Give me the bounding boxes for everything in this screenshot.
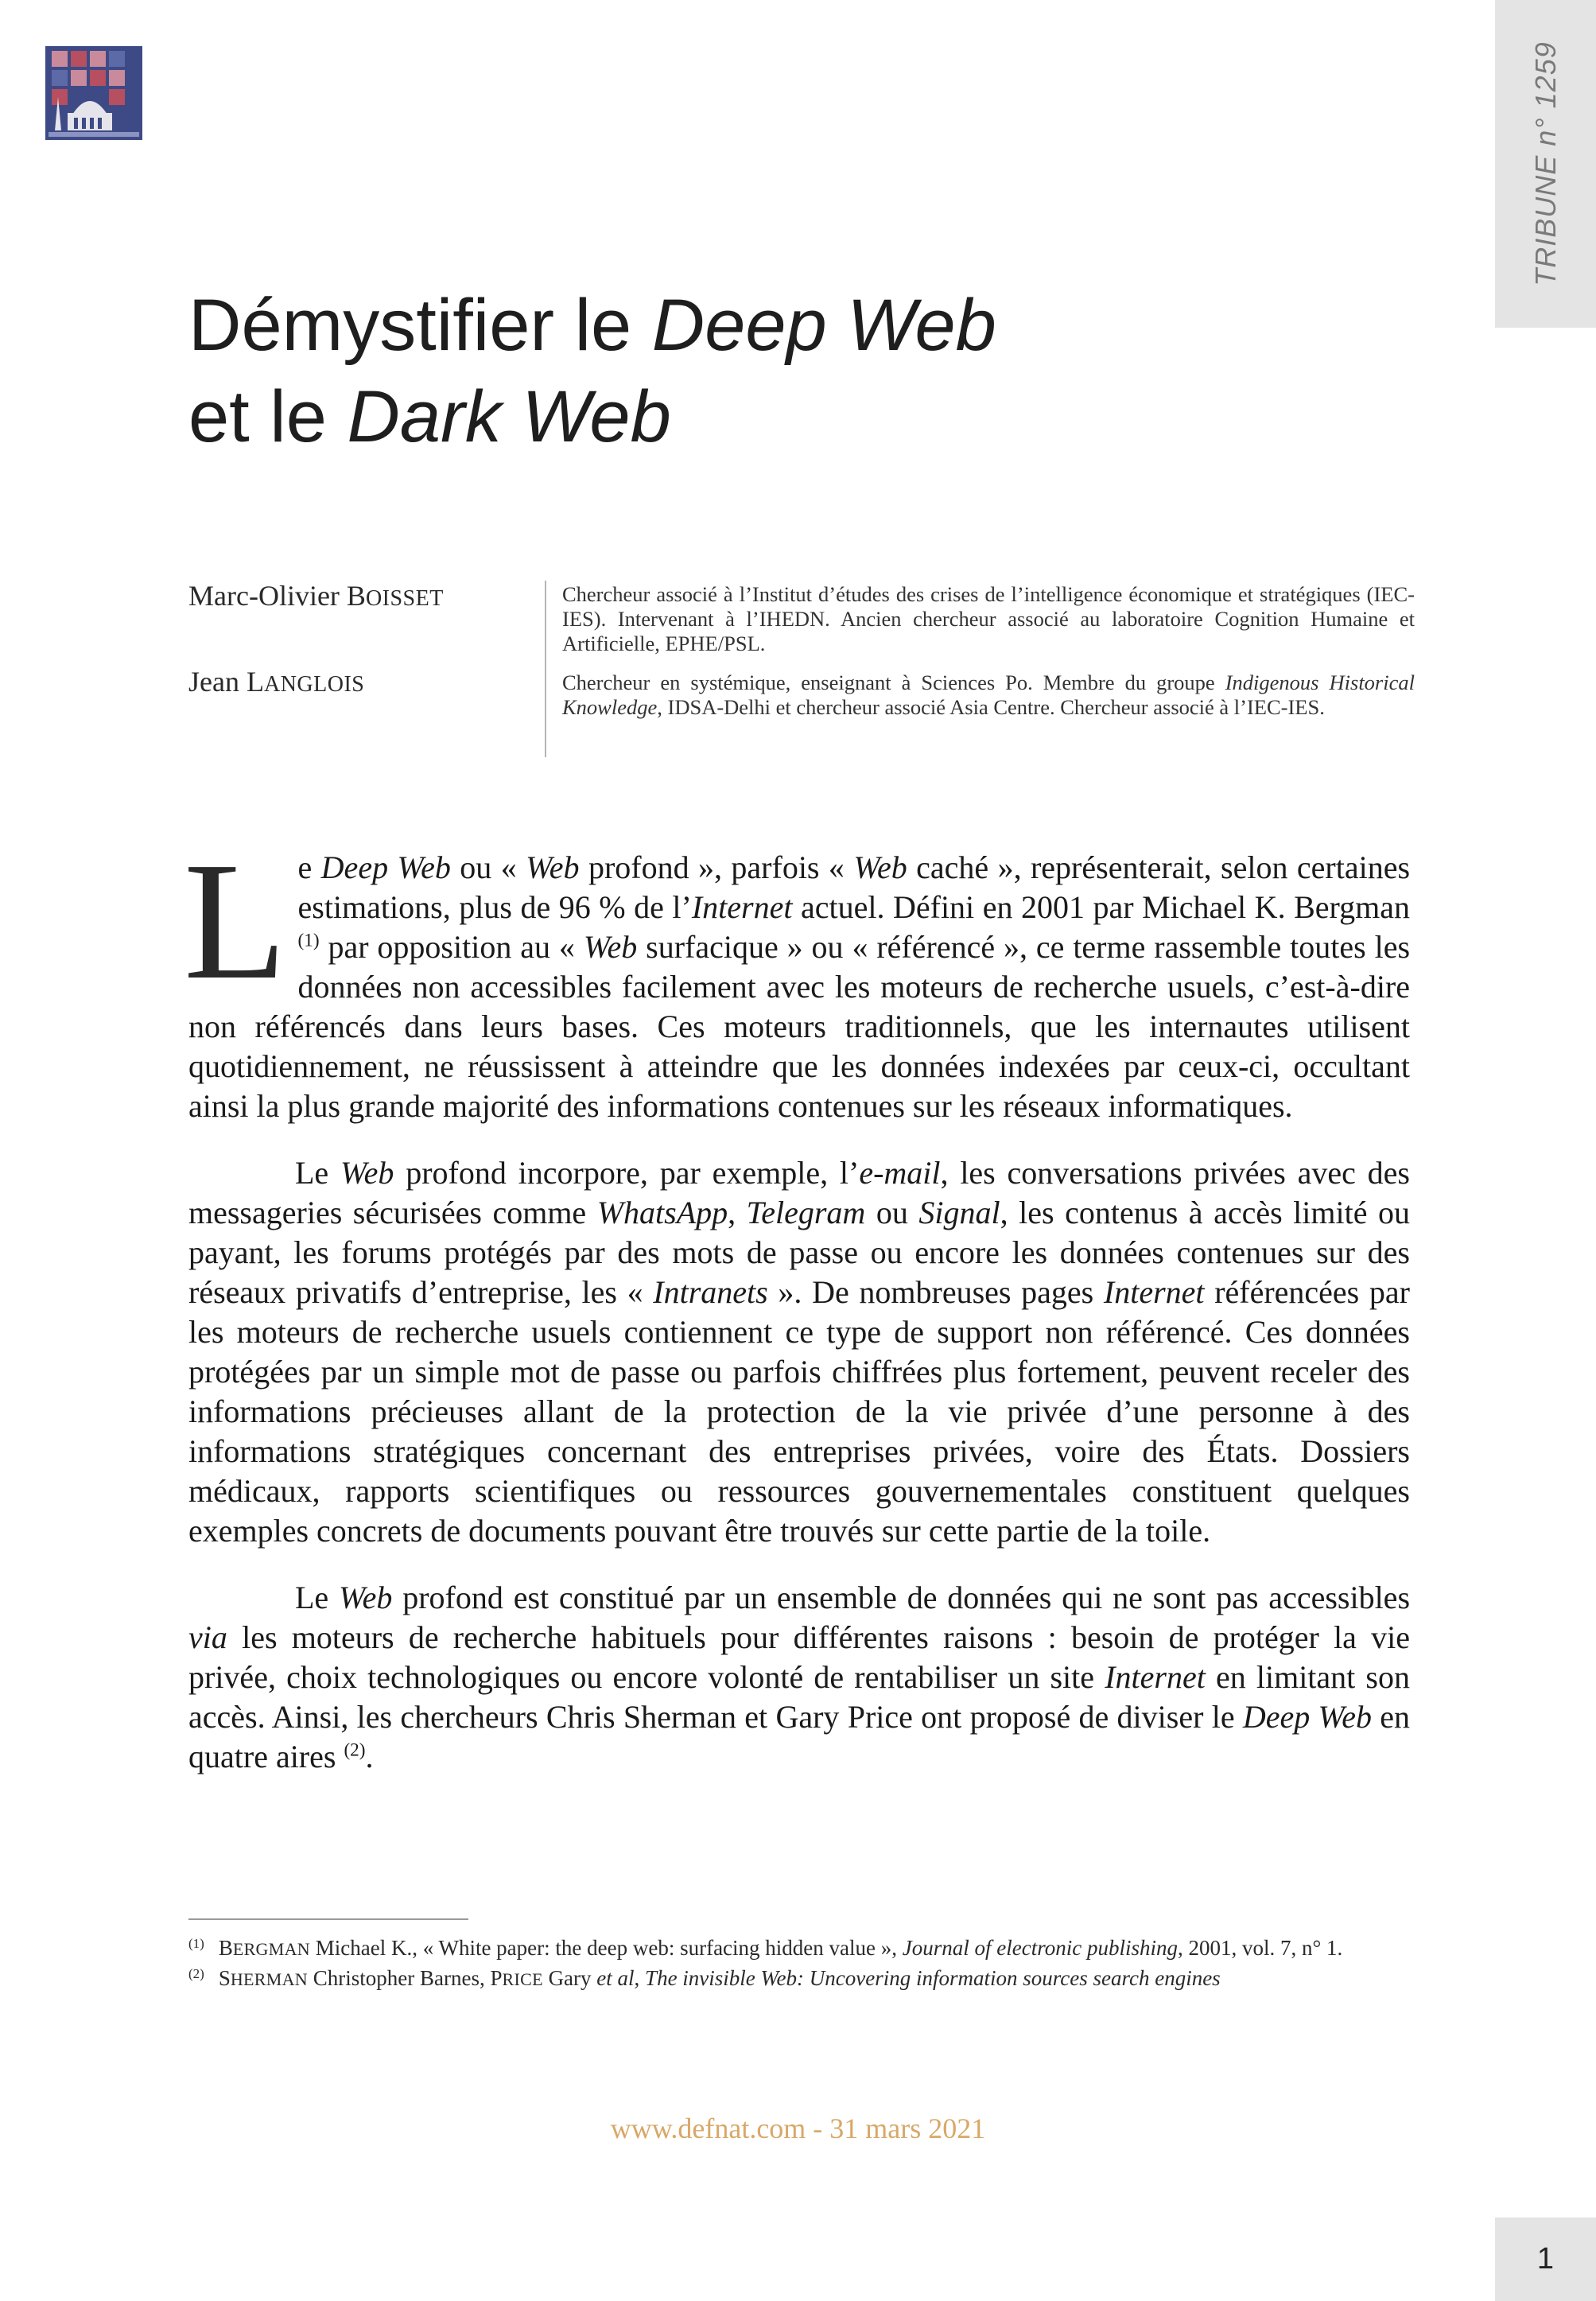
author-name: Jean LANGLOIS <box>188 666 365 698</box>
paragraph: Le Deep Web ou « Web profond », parfois « Web caché », représenterait, selon certaines estimations, plus de 96 % de l’Internet actuel. Défini en 2001 par Michael K. Bergman $^{(1)}$ par opposition au « Web surfacique » ou « référencé », ce terme rassemble toutes les données non accessibles facilement avec les moteurs de recherche usuels, c’est-à-dire non référencés dans leurs bases. Ces moteurs traditionnels, que les internautes utilisent quotidiennement, ne réussissent à atteindre que les données indexées par ceux-ci, occultant ainsi la plus grande majorité des informations contenues sur les réseaux informatiques. <box>184 827 1411 1124</box>
author-name: Marc-Olivier BOISSET <box>188 580 444 612</box>
footnote-ref: (1) <box>297 930 320 951</box>
author-affiliation: Chercheur en systémique, enseignant à Sciences Po. Membre du groupe Indigenous Historical Knowledge, IDSA-Delhi et chercheur associé Asia Centre. Chercheur associé à l’IEC-IES. <box>562 670 1415 719</box>
footer-url[interactable]: www.defnat.com - 31 mars 2021 <box>610 2112 986 2144</box>
footnote-rule <box>188 1918 468 1920</box>
defnat-logo <box>45 46 142 140</box>
footnote-ref: (2) <box>344 1739 366 1761</box>
drop-cap: L <box>184 827 287 1014</box>
institution-building-icon <box>45 46 142 140</box>
author-affiliation: Chercheur associé à l’Institut d’études des crises de l’intelligence économique et stratégiques (IEC-IES). Intervenant à l’IHEDN. Ancien chercheur associé au laboratoire Cognition Humaine et Artificielle, EPHE/PSL. <box>562 582 1415 655</box>
paragraph: Le Web profond est constitué par un ensemble de données qui ne sont pas accessibles via les moteurs de recherche habituels pour différentes raisons : besoin de protéger la vie privée, choix technologiques ou encore volonté de rentabiliser un site Internet en limitant son accès. Ainsi, les chercheurs Chris Sherman et Gary Price ont proposé de diviser le Deep Web en quatre aires $^{(2)}$. <box>188 1580 1411 1774</box>
paragraph: Le Web profond incorpore, par exemple, l’e-mail, les conversations privées avec des messageries sécurisées comme WhatsApp, Telegram ou Signal, les contenus à accès limité ou payant, les forums protégés par des mots de passe ou encore les données contenues sur des réseaux privatifs d’entreprise, les « Intranets ». De nombreuses pages Internet référencées par les moteurs de recherche usuels contiennent ce type de support non référencé. Ces données protégées par un simple mot de passe ou parfois chiffrées plus fortement, peuvent receler des informations précieuses allant de la protection de la vie privée d’une personne à des informations stratégiques concernant des entreprises privées, voire des États. Dossiers médicaux, rapports scientifiques ou ressources gouvernementales constituent quelques exemples concrets de documents pouvant être trouvés sur cette partie de la toile. <box>188 1155 1411 1549</box>
page-number: 1 <box>1536 2242 1555 2276</box>
page-title: Démystifier le Deep Web et le Dark Web <box>188 285 996 457</box>
footnote: $^{(1)}$ BERGMAN Michael K., « White paper: the deep web: surfacing hidden value », Journal of electronic publishing, 2001, vol. 7, n° 1. <box>188 1936 1343 1960</box>
author-affiliations <box>562 582 1415 720</box>
footnote: $^{(2)}$ SHERMAN Christopher Barnes, PRICE Gary et al, The invisible Web: Uncovering information sources search engines <box>188 1966 1221 1990</box>
footnotes <box>188 1934 1410 1995</box>
author-divider <box>545 581 546 757</box>
tribune-label: TRIBUNE n° 1259 <box>1528 41 1562 286</box>
article-body <box>184 827 1411 1777</box>
authors-block <box>188 579 1415 764</box>
